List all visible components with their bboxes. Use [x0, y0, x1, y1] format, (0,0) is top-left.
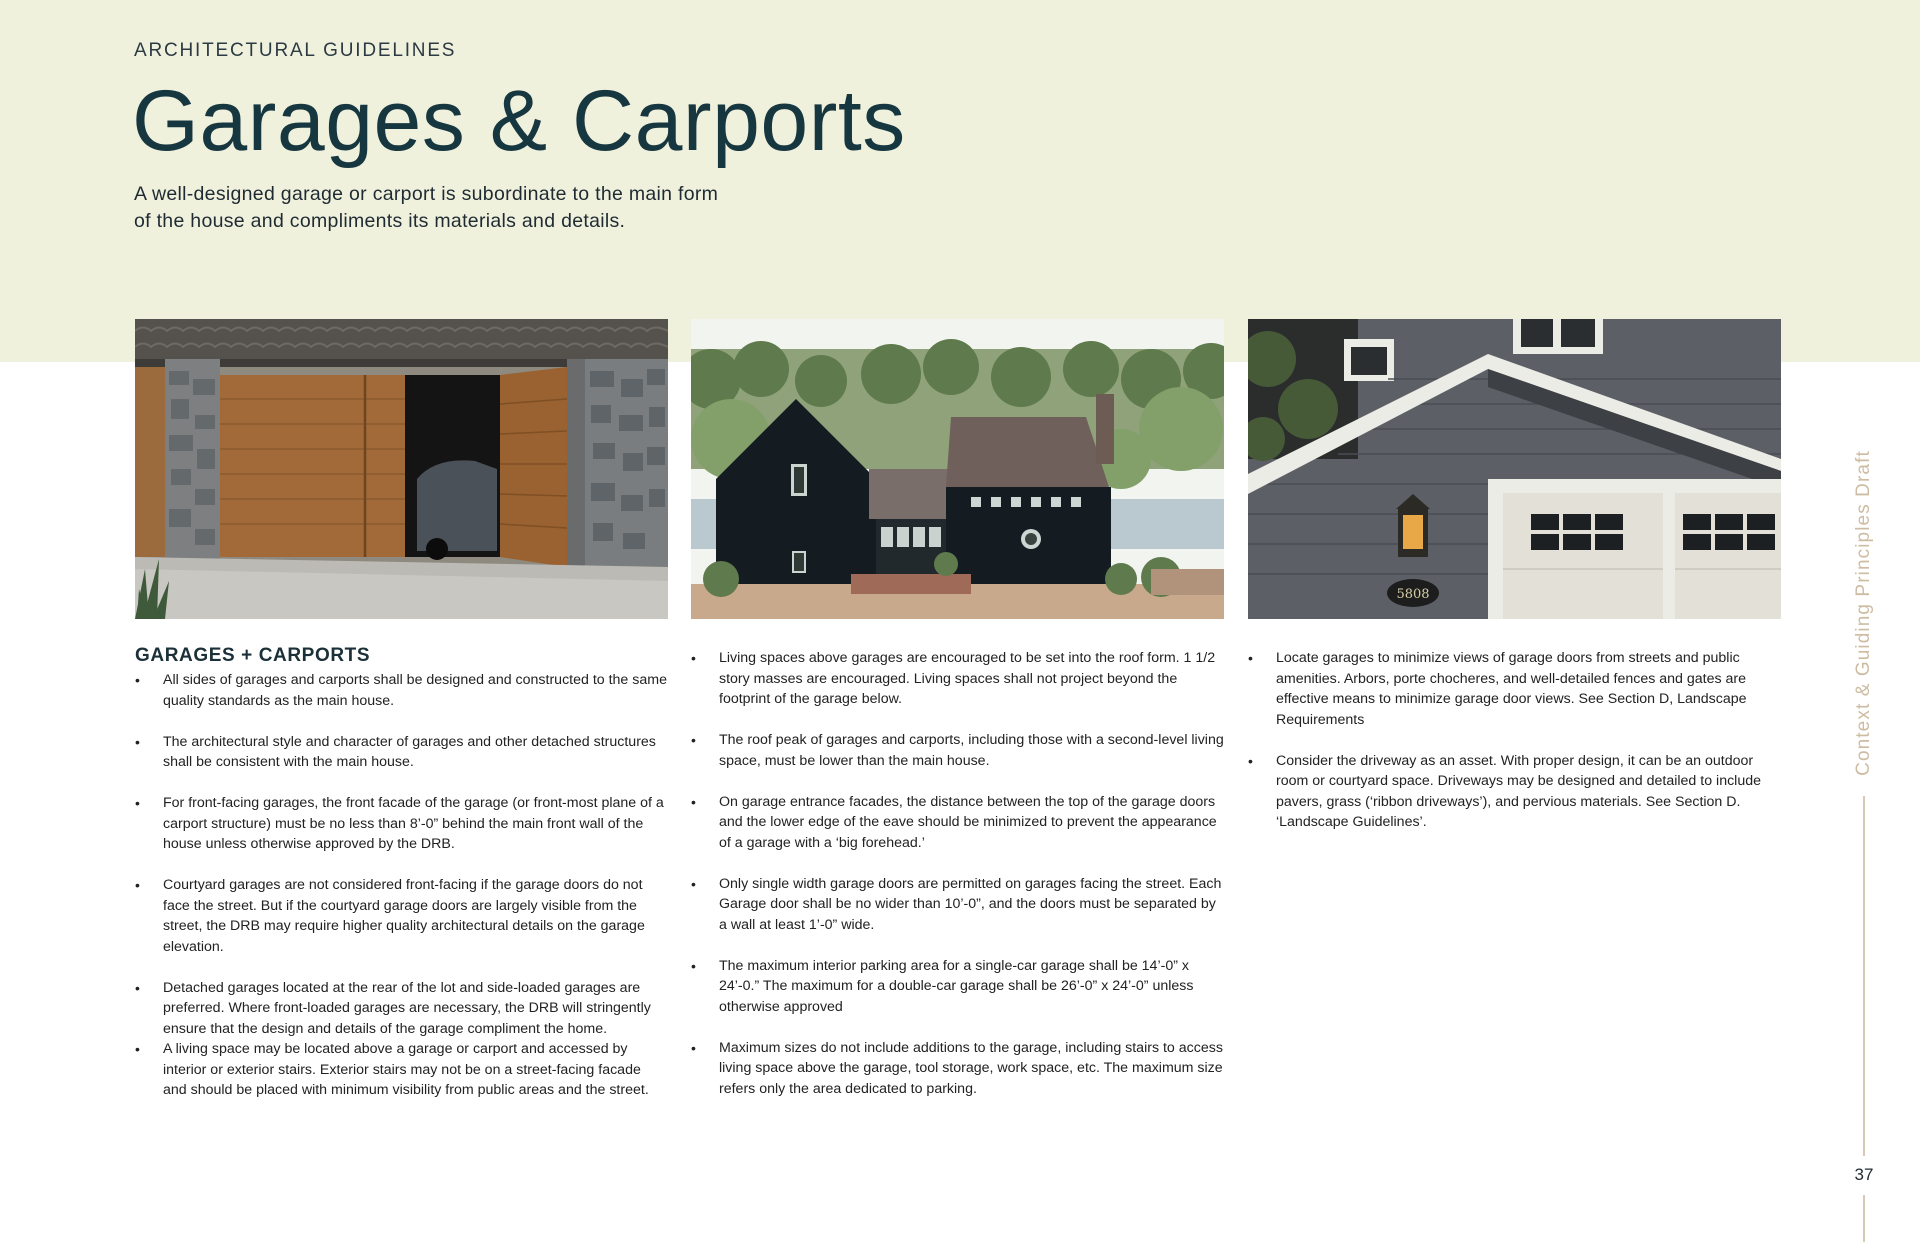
list-item: • Detached garages located at the rear of the lot and side-loaded garages are preferred. Where front-loaded garages are necessary, the DRB will stringently ensure that the design and details of the garage compliment the home. [135, 978, 668, 1040]
section-heading: GARAGES + CARPORTS [135, 645, 371, 666]
sidebar-label-text: Context & Guiding Principles Draft [1853, 449, 1874, 776]
eyebrow-label: ARCHITECTURAL GUIDELINES [134, 40, 457, 61]
list-item: • The architectural style and character of garages and other detached structures shall be consistent with the main house. [135, 732, 668, 773]
list-item: • All sides of garages and carports shall be designed and constructed to the same quality standards as the main house. [135, 670, 668, 711]
wooden-garage-door-photo [135, 319, 668, 619]
bullet-list [691, 648, 1224, 1099]
list-item: • The maximum interior parking area for a single-car garage shall be 14’-0” x 24’-0.” The maximum for a double-car garage shall be 26’-0” x 24’-0” unless otherwise approved [691, 956, 1224, 1018]
list-item: • The roof peak of garages and carports, including those with a second-level living space, must be lower than the main house. [691, 730, 1224, 771]
page-title: Garages & Carports [132, 73, 906, 169]
list-item: • Maximum sizes do not include additions to the garage, including stairs to access living space above the garage, tool storage, work space, etc. The maximum size refers only the area dedicated to parking. [691, 1038, 1224, 1100]
sidebar-rule [1863, 1195, 1865, 1242]
list-item: • A living space may be located above a garage or carport and accessed by interior or exterior stairs. Exterior stairs may not be on a street-facing facade and should be placed with minimum visibility from public areas and the street. [135, 1039, 668, 1101]
bullet-list [135, 670, 668, 1101]
list-item: • Courtyard garages are not considered front-facing if the garage doors do not face the street. But if the courtyard garage doors are largely visible from the street, the DRB may require higher quality architectural details on the garage elevation. [135, 875, 668, 957]
intro-paragraph [134, 181, 834, 235]
page-number: 37 [1854, 1165, 1874, 1184]
list-item: • Consider the driveway as an asset. With proper design, it can be an outdoor room or courtyard space. Driveways may be designed and detailed to include pavers, grass (‘ribbon driveways’), and pervious materials. See Section D. ‘Landscape Guidelines’. [1248, 751, 1781, 833]
intro-line: A well-designed garage or carport is subordinate to the main form [134, 183, 719, 205]
text-column-1 [135, 644, 668, 1121]
sidebar-label [1847, 440, 1881, 785]
text-column-3 [1248, 648, 1781, 853]
list-item: • Living spaces above garages are encouraged to be set into the roof form. 1 1/2 story masses are encouraged. Living spaces shall not project beyond the footprint of the garage below. [691, 648, 1224, 710]
sidebar-rule [1863, 796, 1865, 1156]
text-column-2 [691, 648, 1224, 1120]
dark-lake-house-photo [691, 319, 1224, 619]
grey-shingle-garage-photo [1248, 319, 1781, 619]
list-item: • For front-facing garages, the front facade of the garage (or front-most plane of a carport structure) must be no less than 8’-0” behind the main front wall of the house unless otherwise approved by the DRB. [135, 793, 668, 855]
bullet-list [1248, 648, 1781, 833]
list-item: • On garage entrance facades, the distance between the top of the garage doors and the lower edge of the eave should be minimized to prevent the appearance of a garage with a ‘big forehead.’ [691, 792, 1224, 854]
house-number-plaque: 5808 [1396, 587, 1430, 602]
list-item: • Locate garages to minimize views of garage doors from streets and public amenities. Arbors, porte chocheres, and well-detailed fences and gates are effective means to minimize garage door views. See Section D, Landscape Requirements [1248, 648, 1781, 730]
list-item: • Only single width garage doors are permitted on garages facing the street. Each Garage door shall be no wider than 10’-0”, and the doors must be separated by a wall at least 1’-0” wide. [691, 874, 1224, 936]
intro-line: of the house and compliments its materials and details. [134, 210, 626, 232]
